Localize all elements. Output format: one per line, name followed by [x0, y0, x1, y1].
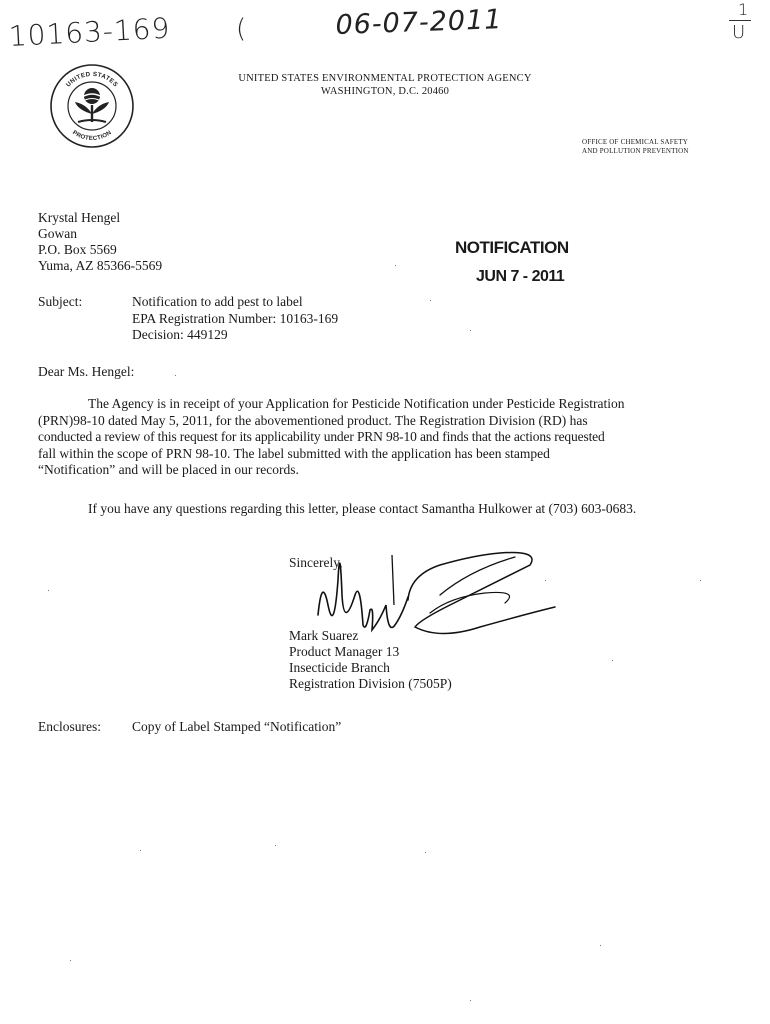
- registration-number-line: EPA Registration Number: 10163-169: [132, 310, 339, 326]
- office-name-line1: OFFICE OF CHEMICAL SAFETY: [582, 138, 689, 146]
- office-name-line2: AND POLLUTION PREVENTION: [582, 147, 689, 155]
- scan-speck: [395, 265, 396, 266]
- notification-stamp-date: JUN 7 - 2011: [476, 268, 565, 285]
- paragraph-line: fall within the scope of PRN 98-10. The label submitted with the application has been stamped: [38, 445, 550, 461]
- scan-speck: [48, 590, 49, 591]
- paragraph-line: conducted a review of this request for its applicability under PRN 98-10 and finds that the actions requested: [38, 429, 605, 444]
- scan-speck: [175, 375, 176, 376]
- scan-speck: [612, 660, 613, 661]
- scan-speck: [275, 845, 276, 846]
- signatory-name: Mark Suarez: [289, 628, 359, 643]
- notification-stamp-label: NOTIFICATION: [455, 238, 569, 257]
- handwritten-reg-number: 10163-169: [8, 11, 172, 53]
- agency-name: UNITED STATES ENVIRONMENTAL PROTECTION AGENCY: [238, 73, 532, 84]
- scan-speck: [430, 300, 431, 301]
- scan-speck: [600, 945, 601, 946]
- paragraph-line: (PRN)98-10 dated May 5, 2011, for the abovementioned product. The Registration Division (RD) has: [38, 412, 588, 428]
- handwritten-corner-rule: [729, 20, 751, 21]
- agency-location: WASHINGTON, D.C. 20460: [320, 86, 450, 97]
- seal-bottom-text: PROTECTION: [71, 129, 113, 143]
- scan-speck: [70, 960, 71, 961]
- recipient-company: Gowan: [38, 226, 77, 241]
- body-paragraph-2: If you have any questions regarding this letter, please contact Samantha Hulkower at (703) 603-0683.: [88, 501, 637, 516]
- seal-top-text: UNITED STATES: [64, 70, 120, 89]
- scan-speck: [700, 580, 701, 581]
- handwritten-corner-mark-top: 1: [738, 0, 750, 19]
- handwritten-paren: (: [236, 14, 248, 44]
- recipient-address: [38, 210, 162, 274]
- decision-line: Decision: 449129: [132, 327, 228, 342]
- signatory-title: Product Manager 13: [289, 644, 400, 659]
- scan-speck: [140, 850, 141, 851]
- scan-speck: [470, 330, 471, 331]
- scan-speck: [545, 580, 546, 581]
- recipient-city: Yuma, AZ 85366-5569: [38, 258, 163, 273]
- scan-speck: [470, 1000, 471, 1001]
- recipient-name: Krystal Hengel: [38, 210, 121, 225]
- subject-label: Subject:: [38, 294, 83, 309]
- subject-details: [132, 294, 338, 344]
- paragraph-line: The Agency is in receipt of your Application for Pesticide Notification under Pesticide Registration: [88, 396, 625, 411]
- handwritten-corner-mark-bottom: U: [732, 22, 747, 43]
- svg-text:PROTECTION: [71, 130, 113, 142]
- subject-line: Notification to add pest to label: [132, 294, 303, 309]
- closing-sincerely: Sincerely,: [289, 555, 343, 570]
- recipient-po-box: P.O. Box 5569: [38, 242, 117, 257]
- signatory-block: [289, 628, 452, 692]
- enclosures-text: Copy of Label Stamped “Notification”: [132, 719, 342, 734]
- signatory-division: Registration Division (7505P): [289, 676, 452, 691]
- salutation: Dear Ms. Hengel:: [38, 364, 135, 379]
- body-paragraph-1: [38, 396, 738, 479]
- handwritten-date: 06-07-2011: [335, 4, 503, 41]
- scan-speck: [425, 852, 426, 853]
- signatory-branch: Insecticide Branch: [289, 660, 390, 675]
- enclosures-label: Enclosures:: [38, 719, 101, 734]
- paragraph-line: “Notification” and will be placed in our records.: [38, 462, 299, 477]
